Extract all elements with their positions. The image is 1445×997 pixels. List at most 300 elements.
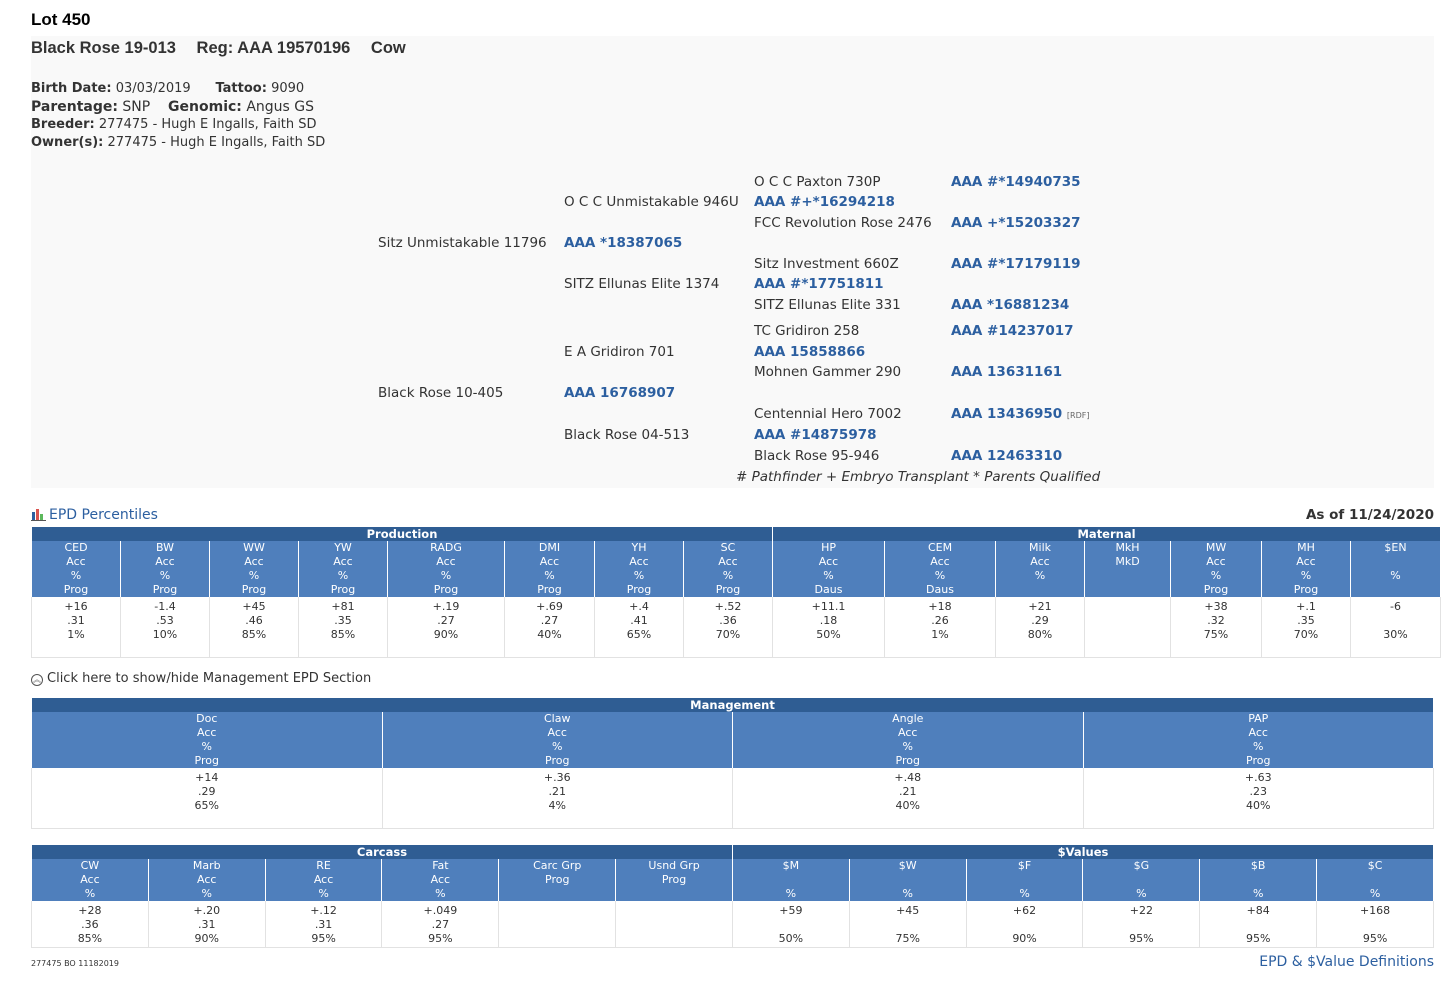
- value-angle: [733, 768, 1084, 828]
- header-sc-line: %: [722, 569, 734, 582]
- pedigree-dam-sire-reg[interactable]: AAA 15858866: [754, 344, 866, 360]
- value-dollar-g-line: 95%: [1129, 932, 1154, 945]
- pedigree-dss-reg[interactable]: AAA #14237017: [951, 323, 1074, 339]
- header-mw-line: %: [1210, 569, 1222, 582]
- header-ww-line: Acc: [244, 555, 264, 568]
- pedigree-dds-reg-number[interactable]: AAA 13436950: [951, 406, 1063, 422]
- info-row-parentage: [31, 98, 325, 116]
- header-ced-line: Acc: [66, 555, 86, 568]
- epd-definitions-link[interactable]: EPD & $Value Definitions: [1259, 954, 1434, 970]
- value-pap-line: 40%: [1246, 799, 1271, 812]
- pedigree-footnote: # Pathfinder + Embryo Transplant * Parents Qualified: [736, 469, 1101, 485]
- value-ced: [32, 597, 121, 657]
- value-yw-line: 85%: [330, 628, 356, 641]
- header-cw-line: %: [84, 887, 96, 900]
- value-dollar-m-line: [733, 918, 849, 932]
- header-cem-line: Acc: [930, 555, 950, 568]
- group-maternal: Maternal: [773, 527, 1441, 541]
- header-radg-line: RADG: [430, 541, 462, 554]
- header-pap-line: Acc: [1248, 726, 1268, 739]
- header-mw-line: MW: [1205, 541, 1227, 554]
- value-dollar-f-line: 90%: [1012, 932, 1037, 945]
- header-ww-line: Prog: [241, 583, 267, 596]
- info-row-owner: [31, 134, 325, 152]
- epd-percentiles-link[interactable]: [31, 507, 158, 523]
- value-re-line: .31: [314, 918, 333, 931]
- header-bw-line: %: [159, 569, 171, 582]
- header-dollar-m-line: $M: [782, 859, 800, 872]
- value-radg-line: .27: [437, 614, 455, 627]
- header-dollar-b-line: %: [1252, 887, 1264, 900]
- pedigree-sire-reg[interactable]: AAA *18387065: [564, 235, 683, 251]
- value-dollar-g: [1083, 901, 1200, 947]
- value-yh-line: .41: [630, 614, 648, 627]
- value-dmi-line: .27: [540, 614, 559, 627]
- header-mkh-line: MkH: [1115, 541, 1140, 554]
- group-dollar-values: $Values: [732, 845, 1433, 859]
- value-fat-line: +.049: [423, 904, 458, 917]
- value-marb-line: .31: [197, 918, 216, 931]
- pedigree-dsd-reg[interactable]: AAA 13631161: [951, 364, 1063, 380]
- value-usnd-grp-line: [616, 932, 732, 946]
- header-bw-line: Prog: [152, 583, 178, 596]
- header-ced-line: Prog: [63, 583, 89, 596]
- carcass-value-row: [32, 901, 1434, 947]
- value-mw-line: .32: [1207, 614, 1225, 627]
- header-milk-line: %: [1034, 569, 1046, 582]
- owner-label: Owner(s):: [31, 135, 104, 150]
- header-ced: [32, 541, 121, 597]
- header-dollar-f: [966, 859, 1083, 901]
- header-sc: [684, 541, 773, 597]
- value-angle-line: .21: [899, 785, 917, 798]
- double-chevron-up-icon[interactable]: ︽: [33, 675, 41, 684]
- pedigree-sire-dam-reg[interactable]: AAA #*17751811: [754, 276, 884, 292]
- value-marb: [148, 901, 265, 947]
- header-dollar-c-line: $C: [1367, 859, 1383, 872]
- header-mh-line: Prog: [1293, 583, 1319, 596]
- value-re-line: 95%: [311, 932, 336, 945]
- pedigree-sdd-reg[interactable]: AAA *16881234: [951, 297, 1070, 313]
- header-angle-line: Acc: [898, 726, 918, 739]
- pedigree-sire-dam-name: SITZ Ellunas Elite 1374: [564, 276, 720, 292]
- header-dollar-b-line: $B: [1250, 859, 1266, 872]
- management-header-row: [32, 712, 1434, 768]
- as-of-date: As of 11/24/2020: [1305, 507, 1434, 523]
- value-yh: [595, 597, 684, 657]
- header-pap-line: %: [1253, 740, 1264, 753]
- value-doc-line: +14: [195, 771, 219, 784]
- header-doc-line: Prog: [194, 754, 219, 767]
- header-sc-line: Acc: [718, 555, 738, 568]
- header-hp: [773, 541, 885, 597]
- header-claw-line: Claw: [544, 712, 571, 725]
- header-ced-line: %: [70, 569, 82, 582]
- header-re: [265, 859, 382, 901]
- value-cw-line: .36: [81, 918, 99, 931]
- group-production: Production: [32, 527, 773, 541]
- carcass-values-table: [31, 845, 1434, 948]
- header-angle-line: %: [902, 740, 913, 753]
- header-yw-line: Acc: [333, 555, 353, 568]
- header-fat-line: %: [435, 887, 446, 900]
- pedigree-ssd-reg[interactable]: AAA +*15203327: [951, 215, 1081, 231]
- pedigree-sire-sire-name: O C C Unmistakable 946U: [564, 194, 739, 210]
- header-hp-line: Acc: [818, 555, 839, 568]
- value-cem: [885, 597, 996, 657]
- breeder-label: Breeder:: [31, 117, 95, 132]
- epd-table: [31, 527, 1441, 658]
- value-ced-line: 1%: [67, 628, 85, 641]
- pedigree-sss-reg[interactable]: AAA #*14940735: [951, 174, 1081, 190]
- header-claw-line: Prog: [545, 754, 570, 767]
- header-cem-line: %: [934, 569, 946, 582]
- pedigree-sire-sire-reg[interactable]: AAA #+*16294218: [754, 194, 895, 210]
- value-dollar-f-line: +62: [1012, 904, 1037, 917]
- pedigree-ddd-name: Black Rose 95-946: [754, 448, 880, 464]
- value-dollar-w-line: 75%: [895, 932, 920, 945]
- value-cw-line: 85%: [77, 932, 103, 945]
- value-dollar-w: [849, 901, 966, 947]
- header-dollar-f-line: [967, 873, 1083, 887]
- value-ced-line: .31: [67, 614, 85, 627]
- value-milk: [996, 597, 1085, 657]
- header-milk-line: Acc: [1030, 555, 1050, 568]
- value-dollar-g-line: +22: [1129, 904, 1153, 917]
- value-ced-line: +16: [64, 600, 88, 613]
- toggle-label[interactable]: Click here to show/hide Management EPD Section: [47, 671, 372, 686]
- header-dollar-g-line: [1083, 873, 1199, 887]
- header-dollar-w: [849, 859, 966, 901]
- genomic-value: Angus GS: [246, 99, 315, 115]
- value-cw-line: +28: [78, 904, 102, 917]
- value-dollar-en-line: -6: [1390, 600, 1401, 613]
- value-carc-grp-line: [499, 918, 615, 932]
- value-dollar-w-line: +45: [896, 904, 920, 917]
- value-sc-line: 70%: [715, 628, 741, 641]
- header-claw-line: Acc: [547, 726, 567, 739]
- header-dollar-c-line: %: [1369, 887, 1381, 900]
- animal-sex: Cow: [370, 39, 406, 57]
- value-dollar-b-line: [1200, 918, 1316, 932]
- value-milk-line: 80%: [1027, 628, 1053, 641]
- header-dollar-g: [1083, 859, 1200, 901]
- value-pap: [1083, 768, 1434, 828]
- value-dollar-en: [1351, 597, 1441, 657]
- header-angle-line: Angle: [892, 712, 924, 725]
- value-mkh-line: [1085, 600, 1170, 614]
- value-dollar-c-line: +168: [1359, 904, 1391, 917]
- header-yw-line: %: [337, 569, 349, 582]
- value-mkh: [1085, 597, 1171, 657]
- header-radg-line: %: [440, 569, 452, 582]
- value-usnd-grp-line: [616, 904, 732, 918]
- header-re-line: RE: [316, 859, 331, 872]
- header-ww-line: WW: [243, 541, 265, 554]
- value-mkh-line: [1085, 628, 1170, 642]
- header-yh-line: %: [633, 569, 645, 582]
- header-cw: [32, 859, 149, 901]
- epd-value-row: [32, 597, 1441, 657]
- header-marb-line: Marb: [192, 859, 221, 872]
- tattoo-label: Tattoo:: [215, 81, 267, 96]
- value-carc-grp-line: [499, 932, 615, 946]
- group-management: Management: [32, 698, 1434, 712]
- header-dmi: [505, 541, 595, 597]
- header-sc-line: Prog: [715, 583, 741, 596]
- value-sc-line: .36: [719, 614, 737, 627]
- header-dollar-en-line: [1351, 583, 1440, 597]
- animal-header: [31, 39, 422, 58]
- value-claw-line: 4%: [548, 799, 566, 812]
- pedigree-dam-sire-name: E A Gridiron 701: [564, 344, 675, 360]
- header-carc-grp: [499, 859, 616, 901]
- header-radg-line: Prog: [433, 583, 459, 596]
- header-marb-line: Acc: [197, 873, 217, 886]
- value-cem-line: +18: [928, 600, 952, 613]
- header-dollar-w-line: %: [902, 887, 913, 900]
- value-claw-line: +.36: [543, 771, 571, 784]
- pedigree-dam-reg[interactable]: AAA 16768907: [564, 385, 676, 401]
- management-value-row: [32, 768, 1434, 828]
- value-yh-line: +.4: [629, 600, 649, 613]
- value-yw-line: +81: [331, 600, 355, 613]
- value-mw-line: 75%: [1203, 628, 1229, 641]
- value-dmi-line: +.69: [536, 600, 563, 613]
- header-dollar-m: [732, 859, 849, 901]
- pedigree-sdd-name: SITZ Ellunas Elite 331: [754, 297, 901, 313]
- header-dollar-en: [1351, 541, 1441, 597]
- value-hp: [773, 597, 885, 657]
- value-hp-line: .18: [819, 614, 838, 627]
- value-cem-line: .26: [931, 614, 949, 627]
- birth-date-label: Birth Date:: [31, 81, 112, 96]
- value-bw-line: -1.4: [154, 600, 176, 613]
- header-carc-grp-line: Carc Grp: [533, 859, 582, 872]
- pedigree-dds-reg[interactable]: [951, 406, 1089, 422]
- value-radg-line: +.19: [432, 600, 460, 613]
- management-table: [31, 698, 1434, 829]
- value-angle-line: +.48: [894, 771, 922, 784]
- header-pap-line: PAP: [1248, 712, 1269, 725]
- carcass-group-row: [32, 845, 1434, 859]
- pedigree-sire-name: Sitz Unmistakable 11796: [378, 235, 547, 251]
- value-sc: [684, 597, 773, 657]
- value-sc-line: +.52: [714, 600, 742, 613]
- header-mh: [1262, 541, 1351, 597]
- value-dollar-b-line: +84: [1246, 904, 1270, 917]
- header-dollar-m-line: %: [785, 887, 797, 900]
- pedigree-dss-name: TC Gridiron 258: [754, 323, 860, 339]
- header-pap-line: Prog: [1246, 754, 1271, 767]
- value-radg: [388, 597, 505, 657]
- header-dollar-b-line: [1200, 873, 1316, 887]
- value-ww-line: .46: [245, 614, 263, 627]
- management-group-row: [32, 698, 1434, 712]
- value-re: [265, 901, 382, 947]
- header-mh-line: MH: [1297, 541, 1315, 554]
- header-hp-line: HP: [821, 541, 836, 554]
- value-dmi-line: 40%: [537, 628, 562, 641]
- header-bw: [121, 541, 210, 597]
- pedigree-ddd-reg[interactable]: AAA 12463310: [951, 448, 1063, 464]
- header-mh-line: %: [1300, 569, 1312, 582]
- value-dollar-w-line: [850, 918, 966, 932]
- header-dmi-line: DMI: [538, 541, 561, 554]
- value-doc: [32, 768, 383, 828]
- epd-percentiles-label[interactable]: EPD Percentiles: [49, 507, 158, 523]
- animal-info: [31, 80, 325, 152]
- header-fat-line: Acc: [430, 873, 451, 886]
- value-doc-line: .29: [198, 785, 216, 798]
- value-mkh-line: [1085, 614, 1170, 628]
- header-radg-line: Acc: [436, 555, 456, 568]
- header-yh-line: Acc: [629, 555, 649, 568]
- header-dollar-f-line: %: [1019, 887, 1030, 900]
- header-dollar-en-line: $EN: [1384, 541, 1407, 554]
- header-dmi-line: %: [544, 569, 555, 582]
- header-yh: [595, 541, 684, 597]
- value-dollar-m-line: +59: [779, 904, 803, 917]
- pedigree-dam-dam-name: Black Rose 04-513: [564, 427, 690, 443]
- birth-date-value: 03/03/2019: [115, 81, 191, 96]
- value-pap-line: +.63: [1244, 771, 1272, 784]
- header-claw-line: %: [552, 740, 563, 753]
- header-dollar-en-line: [1351, 555, 1440, 569]
- value-mh-line: 70%: [1293, 628, 1319, 641]
- header-usnd-grp-line: [616, 887, 732, 901]
- header-marb-line: %: [201, 887, 212, 900]
- header-mkh-line: MkD: [1115, 555, 1140, 568]
- value-mh-line: .35: [1297, 614, 1315, 627]
- value-carc-grp: [499, 901, 616, 947]
- header-mkh-line: [1085, 583, 1170, 597]
- header-bw-line: Acc: [155, 555, 175, 568]
- header-dollar-g-line: %: [1136, 887, 1147, 900]
- value-fat: [382, 901, 499, 947]
- header-re-line: %: [318, 887, 329, 900]
- value-bw-line: 10%: [152, 628, 178, 641]
- value-bw: [121, 597, 210, 657]
- value-milk-line: +21: [1028, 600, 1052, 613]
- header-yw-line: YW: [334, 541, 352, 554]
- value-fat-line: 95%: [428, 932, 453, 945]
- pedigree-dam-dam-reg[interactable]: AAA #14875978: [754, 427, 877, 443]
- header-bw-line: BW: [155, 541, 175, 554]
- value-dollar-c-line: 95%: [1362, 932, 1388, 945]
- header-carc-grp-line: Prog: [545, 873, 570, 886]
- value-dollar-b-line: 95%: [1245, 932, 1271, 945]
- value-mw-line: +38: [1204, 600, 1228, 613]
- header-dollar-en-line: %: [1390, 569, 1401, 582]
- value-radg-line: 90%: [433, 628, 459, 641]
- header-marb: [148, 859, 265, 901]
- value-yw-line: .35: [334, 614, 352, 627]
- genomic-label: Genomic:: [168, 99, 242, 115]
- header-yw-line: Prog: [330, 583, 356, 596]
- animal-registration: Reg: AAA 19570196: [196, 39, 351, 57]
- value-fat-line: .27: [431, 918, 450, 931]
- value-dollar-c: [1317, 901, 1434, 947]
- header-milk: [996, 541, 1085, 597]
- header-yh-line: YH: [631, 541, 647, 554]
- value-usnd-grp: [616, 901, 733, 947]
- value-ww-line: 85%: [241, 628, 267, 641]
- header-cem: [885, 541, 996, 597]
- header-dollar-b: [1200, 859, 1317, 901]
- owner-value: 277475 - Hugh E Ingalls, Faith SD: [107, 135, 326, 150]
- tattoo-value: 9090: [271, 81, 305, 96]
- header-yh-line: Prog: [626, 583, 652, 596]
- value-dollar-c-line: [1317, 918, 1433, 932]
- management-toggle[interactable]: [31, 671, 371, 686]
- pedigree-sds-reg[interactable]: AAA #*17179119: [951, 256, 1081, 272]
- header-cem-line: Daus: [926, 583, 954, 596]
- carcass-header-row: [32, 859, 1434, 901]
- header-dollar-g-line: $G: [1133, 859, 1150, 872]
- pedigree-dam-name: Black Rose 10-405: [378, 385, 504, 401]
- lot-number: Lot 450: [31, 10, 91, 29]
- value-dollar-m: [732, 901, 849, 947]
- value-cem-line: 1%: [931, 628, 949, 641]
- header-doc-line: Acc: [197, 726, 217, 739]
- value-marb-line: +.20: [193, 904, 221, 917]
- value-yh-line: 65%: [626, 628, 652, 641]
- header-hp-line: %: [823, 569, 834, 582]
- value-usnd-grp-line: [616, 918, 732, 932]
- header-mh-line: Acc: [1296, 555, 1316, 568]
- header-dollar-w-line: [850, 873, 966, 887]
- header-ww-line: %: [248, 569, 260, 582]
- value-ww: [210, 597, 299, 657]
- breeder-value: 277475 - Hugh E Ingalls, Faith SD: [98, 117, 317, 132]
- parentage-label: Parentage:: [31, 99, 118, 115]
- header-dollar-c-line: [1317, 873, 1433, 887]
- value-yw: [299, 597, 388, 657]
- rdf-tag: [RDF]: [1066, 411, 1090, 420]
- header-fat-line: Fat: [432, 859, 449, 872]
- value-claw-line: .21: [548, 785, 566, 798]
- epd-header-row: [32, 541, 1441, 597]
- header-mw-line: Prog: [1203, 583, 1229, 596]
- header-ced-line: CED: [64, 541, 88, 554]
- value-ww-line: +45: [242, 600, 266, 613]
- header-dollar-m-line: [733, 873, 849, 887]
- animal-name: Black Rose 19-013: [31, 39, 176, 57]
- header-hp-line: Daus: [814, 583, 843, 596]
- header-doc-line: %: [201, 740, 212, 753]
- value-dollar-f-line: [967, 918, 1083, 932]
- value-re-line: +.12: [310, 904, 337, 917]
- header-cem-line: CEM: [927, 541, 953, 554]
- report-code: 277475 BO 11182019: [31, 959, 119, 968]
- value-dollar-g-line: [1083, 918, 1199, 932]
- header-yw: [299, 541, 388, 597]
- header-claw: [382, 712, 733, 768]
- header-doc-line: Doc: [196, 712, 218, 725]
- value-mh: [1262, 597, 1351, 657]
- value-bw-line: .53: [156, 614, 174, 627]
- header-radg: [388, 541, 505, 597]
- info-row-birth: [31, 80, 325, 98]
- value-dollar-en-line: [1351, 614, 1440, 628]
- header-milk-line: Milk: [1029, 541, 1051, 554]
- value-marb-line: 90%: [194, 932, 219, 945]
- value-milk-line: .29: [1031, 614, 1049, 627]
- header-usnd-grp-line: Usnd Grp: [648, 859, 700, 872]
- header-angle-line: Prog: [895, 754, 920, 767]
- pedigree-dds-name: Centennial Hero 7002: [754, 406, 902, 422]
